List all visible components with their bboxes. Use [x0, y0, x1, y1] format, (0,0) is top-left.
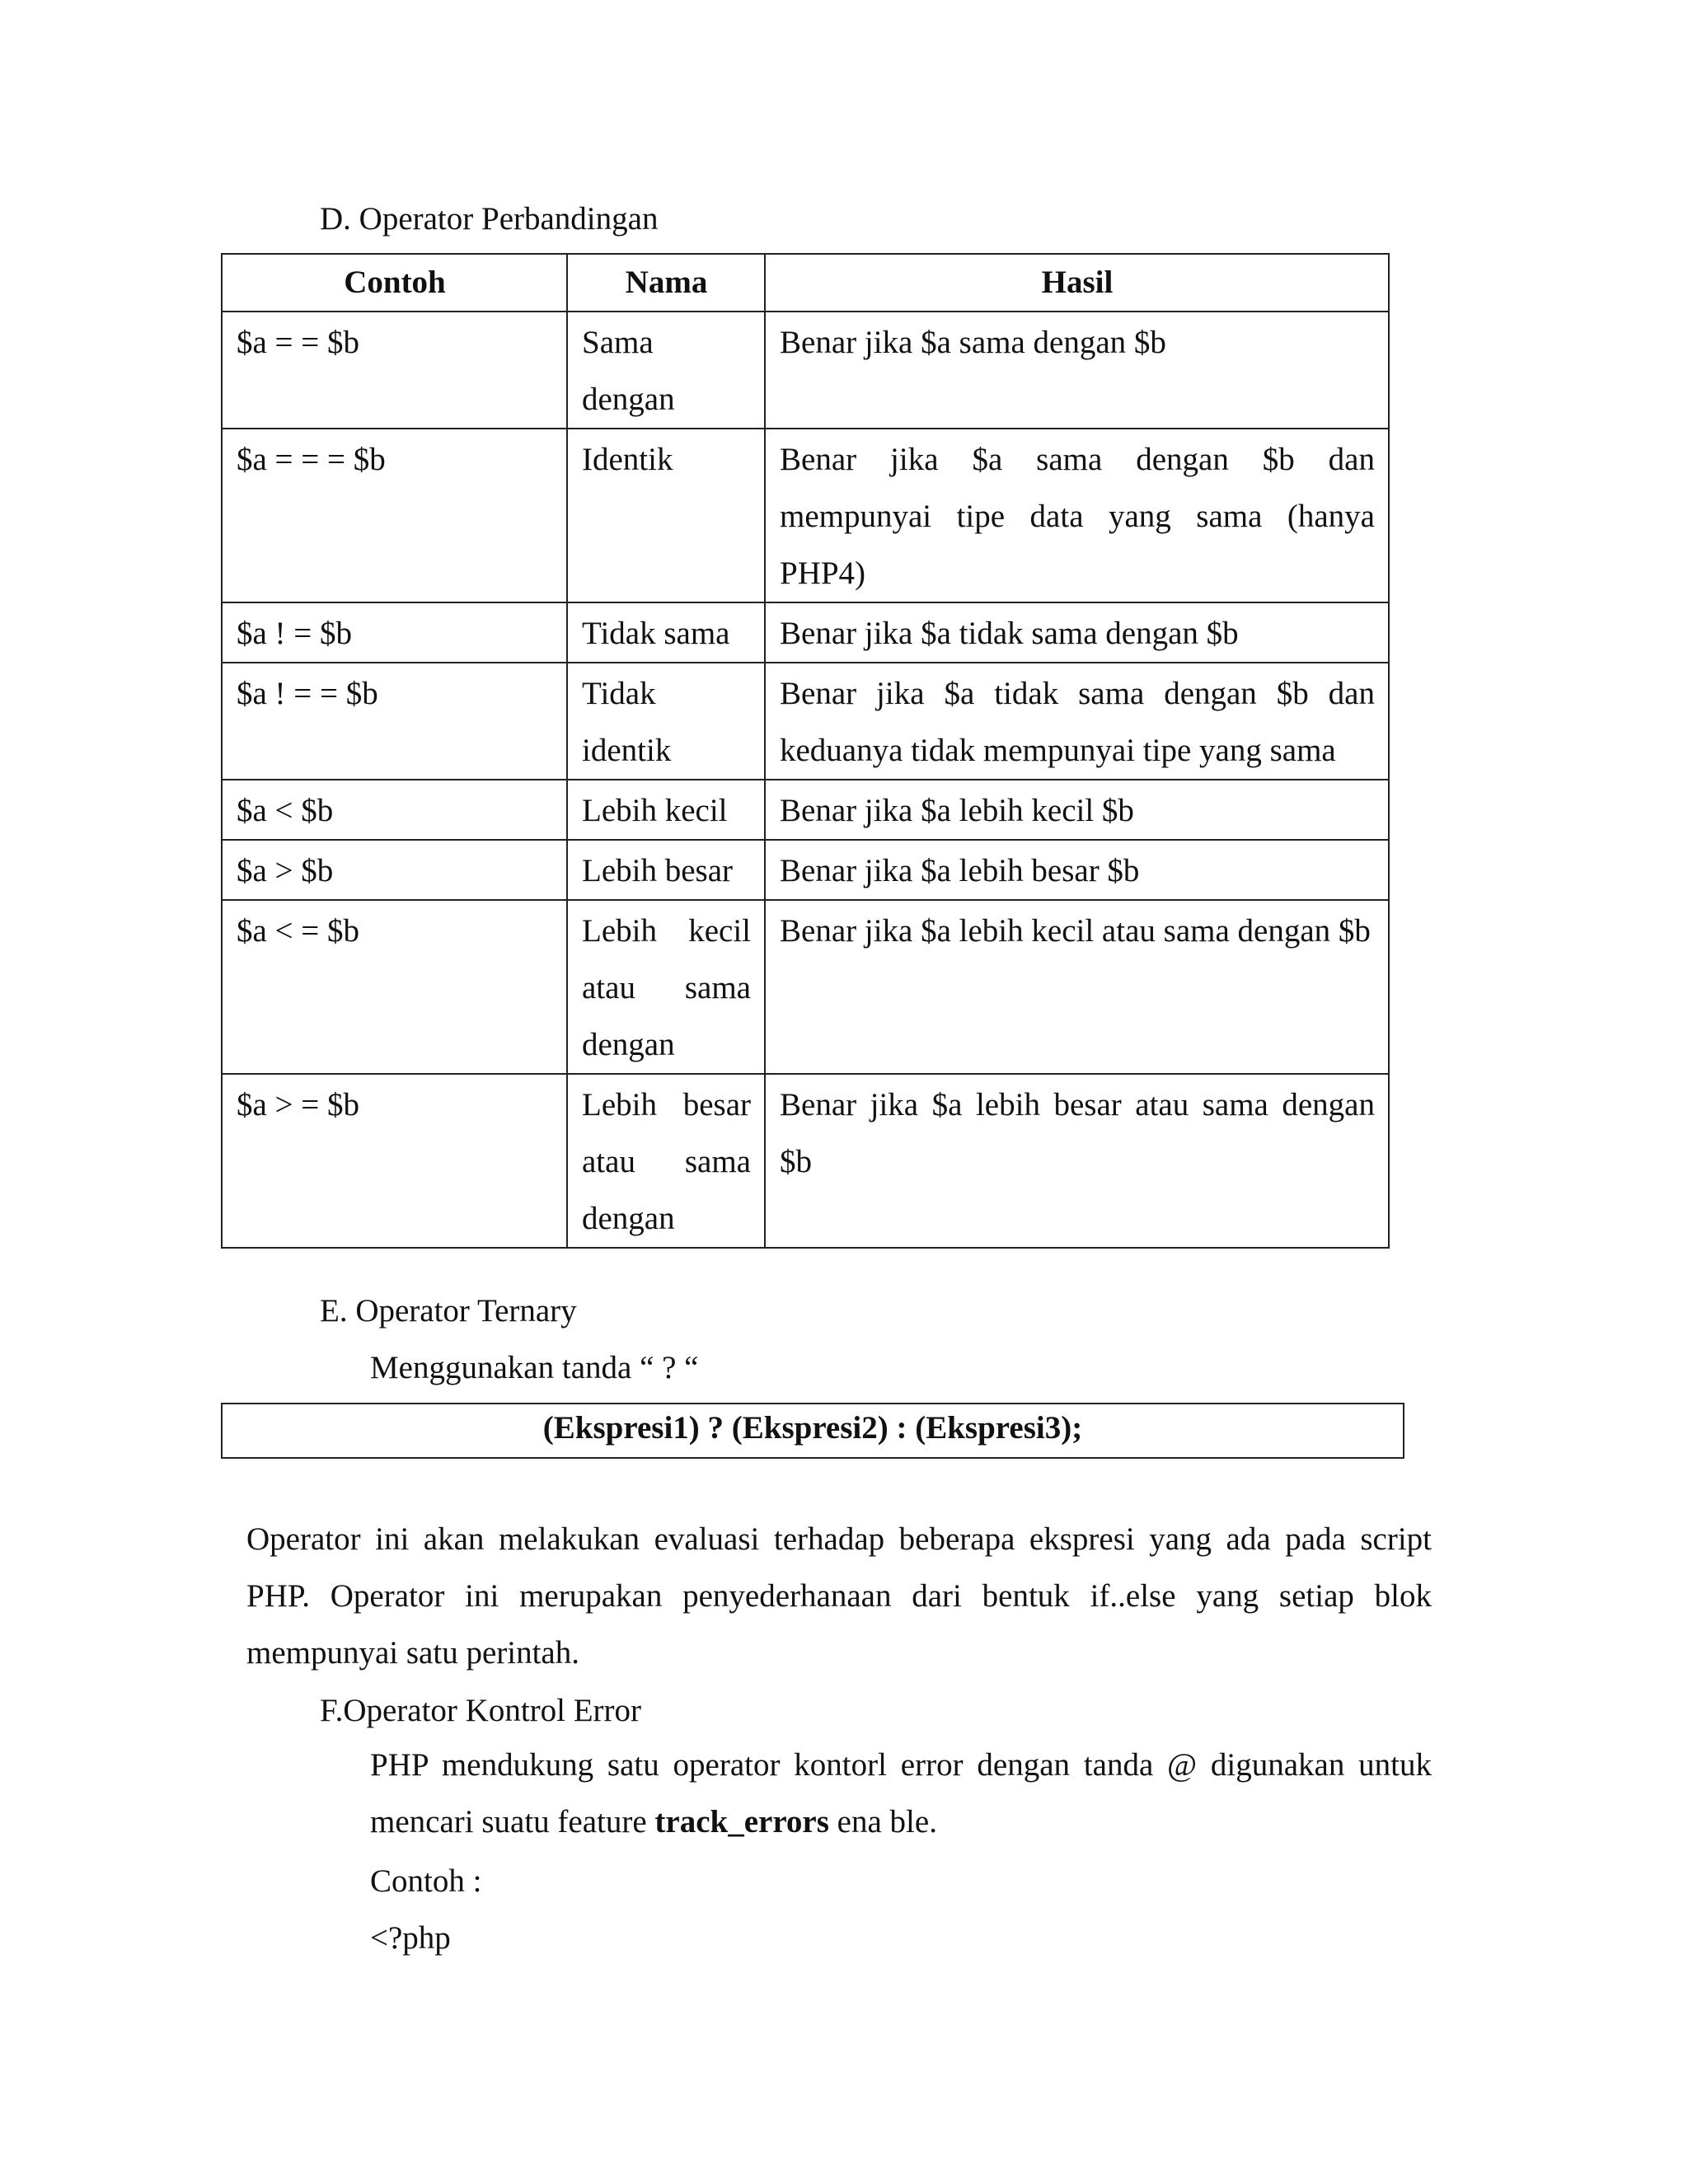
cell-nama: Sama dengan	[567, 312, 765, 429]
error-control-text-end: ena ble.	[828, 1804, 937, 1840]
cell-hasil: Benar jika $a lebih kecil atau sama dengan $b	[765, 900, 1389, 1074]
cell-hasil: Benar jika $a tidak sama dengan $b dan keduanya tidak mempunyai tipe yang sama	[765, 663, 1389, 780]
cell-contoh: $a = = $b	[222, 312, 567, 429]
cell-hasil: Benar jika $a sama dengan $b dan mempunyai tipe data yang sama (hanya PHP4)	[765, 429, 1389, 602]
error-control-text: PHP mendukung satu operator kontorl error dengan tanda @ digunakan untuk mencari suatu feature	[370, 1747, 1432, 1840]
header-nama: Nama	[567, 254, 765, 312]
cell-hasil: Benar jika $a lebih kecil $b	[765, 780, 1389, 840]
ternary-syntax: (Ekspresi1) ? (Ekspresi2) : (Ekspresi3);	[542, 1410, 1083, 1446]
table-row	[222, 429, 1389, 602]
cell-contoh: $a ! = = $b	[222, 663, 567, 780]
table-row	[222, 663, 1389, 780]
cell-nama: Lebih kecil atau sama dengan	[567, 900, 765, 1074]
cell-contoh: $a < $b	[222, 780, 567, 840]
cell-contoh: $a ! = $b	[222, 602, 567, 663]
ternary-intro: Menggunakan tanda “ ? “	[370, 1350, 699, 1385]
section-e-heading: E. Operator Ternary	[320, 1293, 577, 1329]
cell-nama: Tidak identik	[567, 663, 765, 780]
cell-hasil: Benar jika $a tidak sama dengan $b	[765, 602, 1389, 663]
cell-contoh: $a = = = $b	[222, 429, 567, 602]
table-header-row	[222, 254, 1389, 312]
ternary-syntax-box	[221, 1403, 1404, 1459]
table-row	[222, 312, 1389, 429]
cell-contoh: $a < = $b	[222, 900, 567, 1074]
table-row	[222, 1074, 1389, 1248]
cell-nama: Lebih kecil	[567, 780, 765, 840]
header-hasil: Hasil	[765, 254, 1389, 312]
cell-hasil: Benar jika $a sama dengan $b	[765, 312, 1389, 429]
cell-nama: Tidak sama	[567, 602, 765, 663]
cell-contoh: $a > $b	[222, 840, 567, 900]
section-f-heading: F.Operator Kontrol Error	[320, 1693, 642, 1728]
cell-contoh: $a > = $b	[222, 1074, 567, 1248]
track-errors-term: track_errors	[654, 1804, 829, 1840]
example-label: Contoh :	[370, 1863, 482, 1899]
section-d-heading: D. Operator Perbandingan	[320, 201, 659, 237]
table-row	[222, 780, 1389, 840]
comparison-operators-table	[221, 253, 1390, 1249]
header-contoh: Contoh	[222, 254, 567, 312]
cell-nama: Identik	[567, 429, 765, 602]
ternary-description: Operator ini akan melakukan evaluasi terhadap beberapa ekspresi yang ada pada script PHP. Operator ini merupakan penyederhanaan dari bentuk if..else yang setiap blok mempunyai satu perintah.	[246, 1521, 1432, 1671]
cell-hasil: Benar jika $a lebih besar atau sama dengan $b	[765, 1074, 1389, 1248]
cell-hasil: Benar jika $a lebih besar $b	[765, 840, 1389, 900]
cell-nama: Lebih besar atau sama dengan	[567, 1074, 765, 1248]
table-row	[222, 602, 1389, 663]
table-row	[222, 900, 1389, 1074]
code-php-open-tag: <?php	[370, 1920, 451, 1956]
table-row	[222, 840, 1389, 900]
cell-nama: Lebih besar	[567, 840, 765, 900]
error-control-description	[370, 1736, 1432, 1850]
